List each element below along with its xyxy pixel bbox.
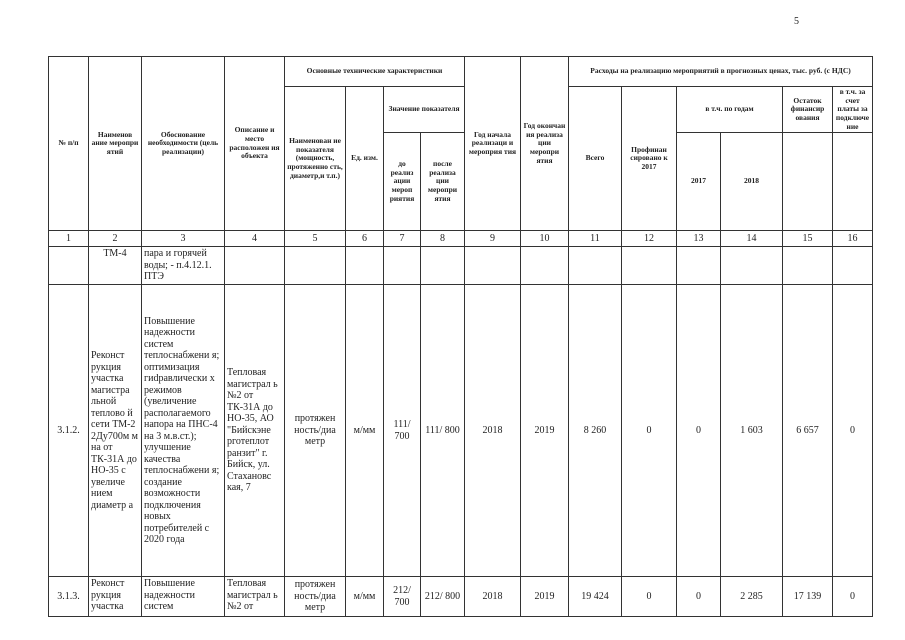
header-justification: Обоснование необходимости (цель реализации) xyxy=(142,57,225,231)
column-number: 4 xyxy=(225,231,285,247)
cell-param: протяжен ность/диа метр xyxy=(285,285,346,577)
column-number: 14 xyxy=(721,231,783,247)
column-number: 6 xyxy=(346,231,384,247)
cell-end-year: 2019 xyxy=(521,577,569,617)
cell-start-year: 2018 xyxy=(465,285,521,577)
cell-year-2018: 1 603 xyxy=(721,285,783,577)
cell-location: Тепловая магистрал ь №2 от ТК-31А до НО-35, АО "Бийскэне рготеплот ранзит" г. Бийск, ул. Стахановс кая, 7 xyxy=(225,285,285,577)
header-by-years: в т.ч. по годам xyxy=(677,87,783,133)
cell-justification: пара и горячей воды; - п.4.12.1. ПТЭ xyxy=(142,247,225,285)
cell-unit: м/мм xyxy=(346,285,384,577)
cell-justification: Повышение надежности систем теплоснабжени я; оптимизация гиdравлически х режимов (увеличение располагаемого напора на ПНС-4 на 3 м.в.ст.); улучшение качества теплоснабжени я; создание возможности подключения новых потребителей с 2020 года xyxy=(142,285,225,577)
header-start-year: Год начала реализаци и мероприя тия xyxy=(465,57,521,231)
cell-location: Тепловая магистрал ь №2 от xyxy=(225,577,285,617)
column-number: 8 xyxy=(421,231,465,247)
cell-name: Реконст рукция участка xyxy=(89,577,142,617)
cell-row-number: 3.1.3. xyxy=(49,577,89,617)
column-number: 1 xyxy=(49,231,89,247)
header-costs-group: Расходы на реализацию мероприятий в прогнозных ценах, тыс. руб. (с НДС) xyxy=(569,57,873,87)
cell-unit: м/мм xyxy=(346,577,384,617)
column-number: 12 xyxy=(622,231,677,247)
cell-name: ТМ-4 xyxy=(89,247,142,285)
header-location: Описание и место расположен ия объекта xyxy=(225,57,285,231)
cell-financed: 0 xyxy=(622,285,677,577)
cell-after: 111/ 800 xyxy=(421,285,465,577)
header-n-pp: № п/п xyxy=(49,57,89,231)
header-empty-16 xyxy=(833,133,873,231)
column-number: 15 xyxy=(783,231,833,247)
header-total: Всего xyxy=(569,87,622,231)
column-number: 13 xyxy=(677,231,721,247)
cell-row-number: 3.1.2. xyxy=(49,285,89,577)
cell-year-2017: 0 xyxy=(677,577,721,617)
table-row-3-1-3 xyxy=(49,577,873,617)
column-number: 7 xyxy=(384,231,421,247)
column-number: 9 xyxy=(465,231,521,247)
cell-param: протяжен ность/диа метр xyxy=(285,577,346,617)
header-end-year: Год окончан ия реализа ции меропри ятия xyxy=(521,57,569,231)
column-number: 3 xyxy=(142,231,225,247)
cell-before: 111/ 700 xyxy=(384,285,421,577)
cell-financed: 0 xyxy=(622,577,677,617)
cell-total: 19 424 xyxy=(569,577,622,617)
cell-end-year: 2019 xyxy=(521,285,569,577)
header-param-name: Наименован ие показателя (мощность, протяженно сть, диаметр,и т.п.) xyxy=(285,87,346,231)
table-row-continuation xyxy=(49,247,873,285)
cell-before: 212/ 700 xyxy=(384,577,421,617)
column-numbers-row xyxy=(49,231,873,247)
column-number: 5 xyxy=(285,231,346,247)
cell-connection-fee: 0 xyxy=(833,577,873,617)
investment-program-table xyxy=(48,56,873,617)
header-financed-2017: Профинан сировано к 2017 xyxy=(622,87,677,231)
cell-start-year: 2018 xyxy=(465,577,521,617)
header-tech-group: Основные технические характеристики xyxy=(285,57,465,87)
header-unit: Ед. изм. xyxy=(346,87,384,231)
page-number: 5 xyxy=(794,16,799,27)
header-year-2017: 2017 xyxy=(677,133,721,231)
column-number: 16 xyxy=(833,231,873,247)
cell-after: 212/ 800 xyxy=(421,577,465,617)
cell-remaining: 17 139 xyxy=(783,577,833,617)
cell-total: 8 260 xyxy=(569,285,622,577)
header-before: до реализ ации мероп риятия xyxy=(384,133,421,231)
cell-year-2018: 2 285 xyxy=(721,577,783,617)
cell-name: Реконст рукция участка магистра льной тепловo й сети ТМ-2 2Ду700м м на от ТК-31А до НО-35 с увеличе нием диаметр а xyxy=(89,285,142,577)
column-number: 2 xyxy=(89,231,142,247)
header-value-group: Значение показателя xyxy=(384,87,465,133)
header-name: Наименов ание меропри ятий xyxy=(89,57,142,231)
cell-justification: Повышение надежности систем xyxy=(142,577,225,617)
header-year-2018: 2018 xyxy=(721,133,783,231)
cell-year-2017: 0 xyxy=(677,285,721,577)
cell-remaining: 6 657 xyxy=(783,285,833,577)
column-number: 10 xyxy=(521,231,569,247)
header-empty-15 xyxy=(783,133,833,231)
column-number: 11 xyxy=(569,231,622,247)
cell-connection-fee: 0 xyxy=(833,285,873,577)
header-connection-fee: в т.ч. за счет платы за подключе ние xyxy=(833,87,873,133)
header-remaining: Остаток финансир ования xyxy=(783,87,833,133)
header-after: после реализа ции меропри ятия xyxy=(421,133,465,231)
table-row-3-1-2 xyxy=(49,285,873,577)
